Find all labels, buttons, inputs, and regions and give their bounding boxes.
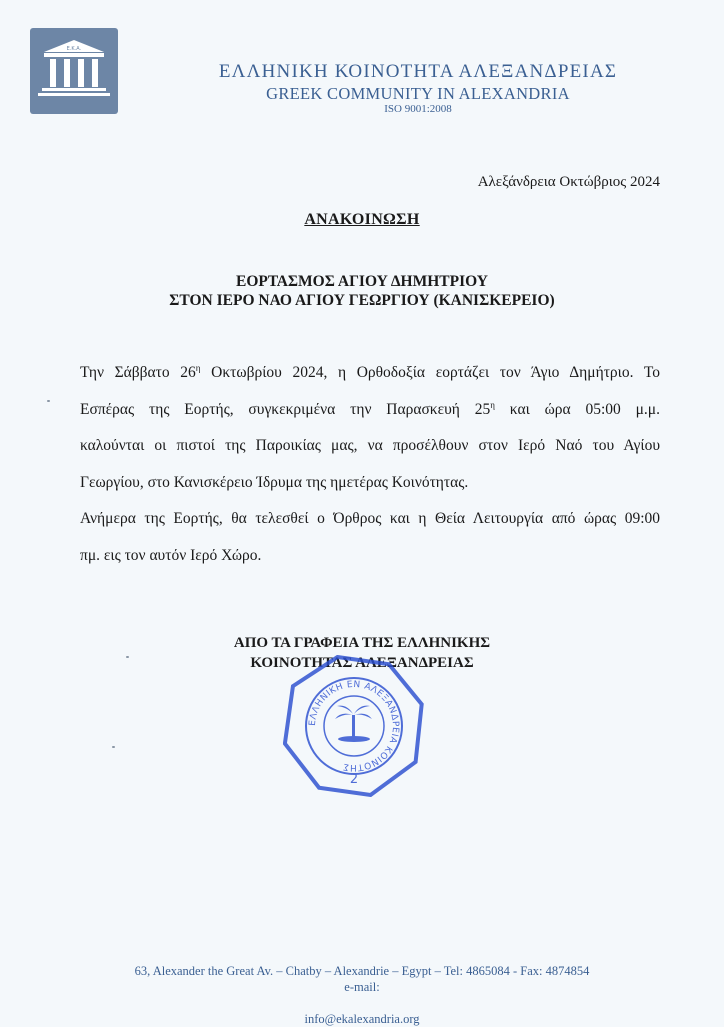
subtitle-line-2: ΣΤΟΝ ΙΕΡΟ ΝΑΟ ΑΓΙΟΥ ΓΕΩΡΓΙΟΥ (ΚΑΝΙΣΚΕΡΕΙΟ) bbox=[169, 292, 555, 309]
stamp-number: 2 bbox=[349, 772, 359, 787]
palm-tree-icon bbox=[335, 706, 372, 742]
email-link[interactable]: info@ekalexandria.org bbox=[304, 1012, 420, 1026]
scan-speck bbox=[126, 656, 129, 658]
footer bbox=[0, 963, 724, 1027]
paragraph-2 bbox=[80, 501, 660, 574]
body-line: Γεωργίου, στο Κανισκέρειο Ίδρυμα της ημετέρας Κοινότητας. bbox=[80, 473, 469, 491]
body-line: Ανήμερα της Εορτής, θα τελεσθεί ο Όρθρος και η Θεία Λειτουργία από ώρας 09:00 bbox=[80, 510, 660, 527]
body-line: Την Σάββατο $26^\eta$ Οκτωβρίου 2024, η Ορθοδοξία εορτάζει τον Άγιο Δημήτριο. Το bbox=[80, 362, 660, 381]
official-stamp bbox=[283, 655, 425, 797]
signature-line-1: ΑΠΟ ΤΑ ΓΡΑΦΕΙΑ ΤΗΣ ΕΛΛΗΝΙΚΗΣ bbox=[233, 635, 491, 651]
temple-icon bbox=[30, 28, 118, 114]
org-name-greek: ΕΛΛΗΝΙΚΗ ΚΟΙΝΟΤΗΤΑ ΑΛΕΞΑΝΔΡΕΙΑΣ bbox=[218, 61, 618, 82]
paragraph-1 bbox=[80, 355, 660, 501]
scan-speck bbox=[112, 746, 115, 748]
org-name-english: GREEK COMMUNITY IN ALEXANDRIA bbox=[266, 84, 570, 103]
announcement-body bbox=[80, 355, 660, 574]
announcement-title: ΑΝΑΚΟΙΝΩΣΗ bbox=[304, 211, 420, 228]
body-line: Εσπέρας της Εορτής, συγκεκριμένα την Παρασκευή $25^\eta$ και ώρα 05:00 μ.μ. bbox=[80, 399, 660, 418]
scan-speck bbox=[47, 400, 50, 402]
logo-text: Ε.Κ.Α. bbox=[66, 46, 82, 52]
announcement-subtitle bbox=[0, 272, 724, 310]
body-line: πμ. εις τον αυτόν Ιερό Χώρο. bbox=[80, 546, 262, 564]
iso-certification: ISO 9001:2008 bbox=[384, 103, 452, 115]
body-line: καλούνται οι πιστοί της Παροικίας μας, να προσέλθουν στον Ιερό Ναό του Αγίου bbox=[80, 437, 660, 454]
footer-email-line: e-mail: info@ekalexandria.org bbox=[0, 979, 724, 1027]
stamp-text: ΕΛΛΗΝΙΚΗ ΕΝ ΑΛΕΞΑΝΔΡΕΙΑ ΚΟΙΝΟΤΗΣ bbox=[307, 679, 401, 773]
subtitle-line-1: ΕΟΡΤΑΣΜΟΣ ΑΓΙΟΥ ΔΗΜΗΤΡΙΟΥ bbox=[236, 273, 488, 290]
footer-address: 63, Alexander the Great Av. – Chatby – Alexandrie – Egypt – Tel: 4865084 - Fax: 4874854 bbox=[134, 964, 590, 978]
signature-line-2: ΚΟΙΝΟΤΗΤΑΣ ΑΛΕΞΑΝΔΡΕΙΑΣ bbox=[250, 655, 474, 671]
letter-date: Αλεξάνδρεια Οκτώβριος 2024 bbox=[477, 174, 660, 190]
community-logo bbox=[30, 28, 118, 114]
